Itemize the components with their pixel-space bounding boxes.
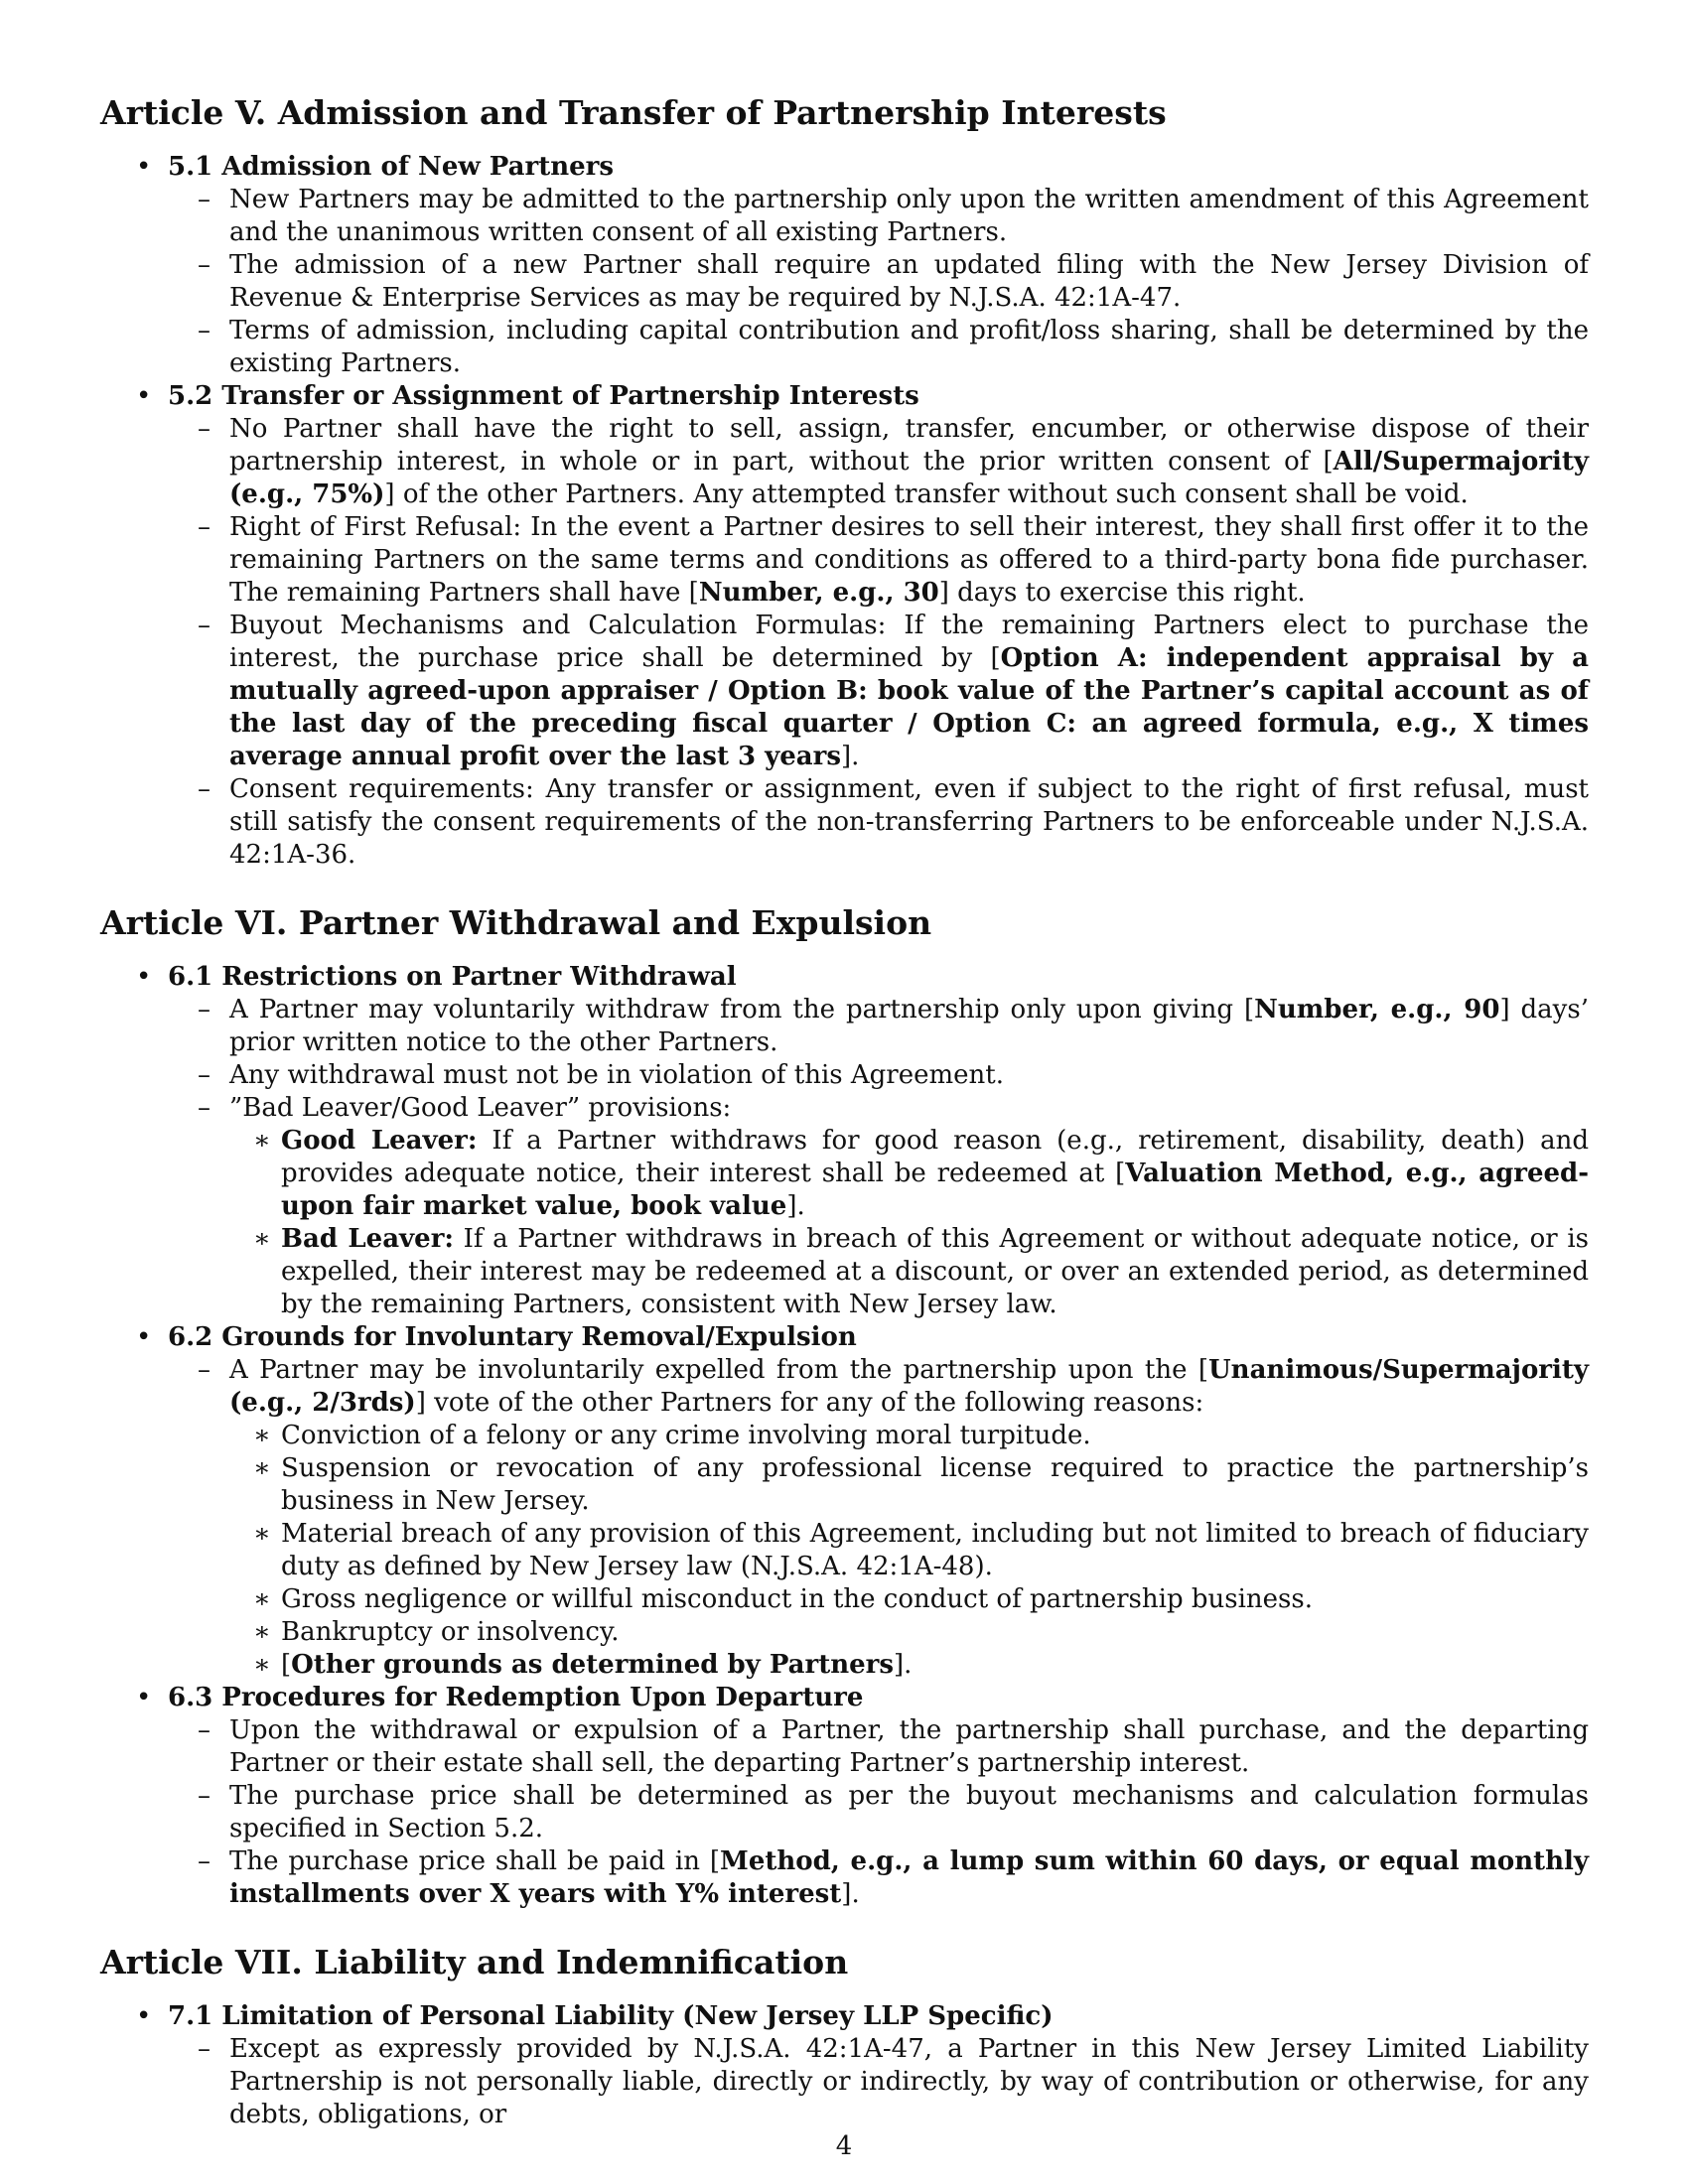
placeholder-field: Number, e.g., 30 [698, 578, 939, 608]
section-5-1 [100, 151, 1589, 380]
placeholder-field: Method, e.g., a lump sum within 60 days, or equal monthly installments over X years with Y% interest [229, 1846, 1589, 1909]
section-title: • 5.1 Admission of New Partners [168, 152, 614, 182]
document-body [100, 91, 1589, 2161]
placeholder-field: Other grounds as determined by Partners [291, 1650, 895, 1680]
sub-item: ∗ Gross negligence or willful misconduct in the conduct of partnership business. [229, 1583, 1589, 1616]
article-vi [100, 901, 1589, 1911]
placeholder-field: Number, e.g., 90 [1254, 995, 1500, 1024]
sub-item: ∗ Material breach of any provision of this Agreement, including but not limited to breach of fiduciary duty as defined by New Jersey law (N.J.S.A. 42:1A-48). [229, 1518, 1589, 1583]
sub-item: ∗ Suspension or revocation of any professional license required to practice the partnership’s business in New Jersey. [229, 1452, 1589, 1518]
sub-item: ∗ Good Leaver: If a Partner withdraws for good reason (e.g., retirement, disability, death) and provides adequate notice, their interest shall be redeemed at [Valuation Method, e.g., agreed-upon fair market value, book value]. [229, 1125, 1589, 1223]
section-title: • 7.1 Limitation of Personal Liability (New Jersey LLP Specific) [168, 2001, 1054, 2031]
sub-item: ∗ [Other grounds as determined by Partners]. [229, 1649, 1589, 1682]
placeholder-field: Unanimous/Supermajority (e.g., 2/3rds) [229, 1355, 1589, 1418]
section-title: • 5.2 Transfer or Assignment of Partnership Interests [168, 381, 919, 411]
section-title: • 6.3 Procedures for Redemption Upon Departure [168, 1683, 864, 1712]
list-item: – The purchase price shall be paid in [Method, e.g., a lump sum within 60 days, or equal monthly installments over X years with Y% interest]. [168, 1845, 1589, 1911]
list-item: – Terms of admission, including capital contribution and profit/loss sharing, shall be determined by the existing Partners. [168, 315, 1589, 380]
sub-item: ∗ Bad Leaver: If a Partner withdraws in breach of this Agreement or without adequate notice, or is expelled, their interest may be redeemed at a discount, or over an extended period, as determined by the remaining Partners, consistent with New Jersey law. [229, 1223, 1589, 1321]
list-item: – The purchase price shall be determined as per the buyout mechanisms and calculation formulas specified in Section 5.2. [168, 1780, 1589, 1845]
list-item: – Except as expressly provided by N.J.S.A. 42:1A-47, a Partner in this New Jersey Limited Liability Partnership is not personally liable, directly or indirectly, by way of contribution or otherwise, for any debts, obligations, or [168, 2033, 1589, 2131]
list-item: – Right of First Refusal: In the event a Partner desires to sell their interest, they shall first offer it to the remaining Partners on the same terms and conditions as offered to a third-party bona fide purchaser. The remaining Partners shall have [Number, e.g., 30] days to exercise this right. [168, 511, 1589, 610]
sub-item: ∗ Bankruptcy or insolvency. [229, 1616, 1589, 1649]
list-item: – New Partners may be admitted to the partnership only upon the written amendment of this Agreement and the unanimous written consent of all existing Partners. [168, 184, 1589, 249]
article-title: Article VI. Partner Withdrawal and Expulsion [100, 903, 932, 942]
list-item: – Any withdrawal must not be in violation of this Agreement. [168, 1059, 1589, 1092]
list-item: – Consent requirements: Any transfer or assignment, even if subject to the right of first refusal, must still satisfy the consent requirements of the non-transferring Partners to be enforceable under N.J.S.A. 42:1A-36. [168, 773, 1589, 872]
placeholder-field: Valuation Method, e.g., agreed-upon fair market value, book value [281, 1159, 1590, 1221]
list-item: – Buyout Mechanisms and Calculation Formulas: If the remaining Partners elect to purchase the interest, the purchase price shall be determined by [Option A: independent appraisal by a mutually agreed-upon appraiser / Option B: book value of the Partner’s capital account as of the last day of the preceding fiscal quarter / Option C: an agreed formula, e.g., X times average annual profit over the last 3 years]. [168, 610, 1589, 773]
list-item: – A Partner may voluntarily withdraw from the partnership only upon giving [Number, e.g., 90] days’ prior written notice to the other Partners. [168, 994, 1589, 1059]
list-item: – Upon the withdrawal or expulsion of a Partner, the partnership shall purchase, and the departing Partner or their estate shall sell, the departing Partner’s partnership interest. [168, 1714, 1589, 1780]
sub-item: ∗ Conviction of a felony or any crime involving moral turpitude. [229, 1420, 1589, 1452]
section-6-1 [100, 961, 1589, 1321]
section-6-3 [100, 1682, 1589, 1911]
article-title: Article V. Admission and Transfer of Partnership Interests [100, 93, 1167, 132]
list-item: – No Partner shall have the right to sell, assign, transfer, encumber, or otherwise dispose of their partnership interest, in whole or in part, without the prior written consent of [All/Supermajority (e.g., 75%)] of the other Partners. Any attempted transfer without such consent shall be void. [168, 413, 1589, 511]
list-item: – ”Bad Leaver/Good Leaver” provisions: ∗ Good Leaver: If a Partner withdraws for good reason (e.g., retirement, disability, death) and provides adequate notice, their interest shall be redeemed at [Valuation Method, e.g., agreed-upon fair market value, book value]. ∗ Bad Leaver: If a Partner withdraws in breach of this Agreement or without adequate notice, or is expelled, their interest may be redeemed at a discount, or over an extended period, as determined by the remaining Partners, consistent with New Jersey law. [168, 1092, 1589, 1321]
page-number: 4 [835, 2131, 853, 2161]
article-vii [100, 1941, 1589, 2131]
list-item: – The admission of a new Partner shall require an updated filing with the New Jersey Division of Revenue & Enterprise Services as may be required by N.J.S.A. 42:1A-47. [168, 249, 1589, 315]
placeholder-field: Option A: independent appraisal by a mutually agreed-upon appraiser / Option B: book value of the Partner’s capital account as of the last day of the preceding fiscal quarter / Option C: an agreed formula, e.g., X times average annual profit over the last 3 years [229, 643, 1590, 771]
section-title: • 6.1 Restrictions on Partner Withdrawal [168, 962, 737, 992]
list-item: – A Partner may be involuntarily expelled from the partnership upon the [Unanimous/Supermajority (e.g., 2/3rds)] vote of the other Partners for any of the following reasons: ∗ Conviction of a felony or any crime involving moral turpitude. ∗ Suspension or revocation of any professional license required to practice the partnership’s business in New Jersey. ∗ Material breach of any provision of this Agreement, including but not limited to breach of fiduciary duty as defined by New Jersey law (N.J.S.A. 42:1A-48). ∗ Gross negligence or willful misconduct in the conduct of partnership business. ∗ Bankruptcy or insolvency. ∗ [Other grounds as determined by Partners]. [168, 1354, 1589, 1682]
section-5-2 [100, 380, 1589, 872]
section-7-1 [100, 2000, 1589, 2131]
placeholder-field: All/Supermajority (e.g., 75%) [229, 447, 1589, 509]
section-title: • 6.2 Grounds for Involuntary Removal/Expulsion [168, 1322, 857, 1352]
section-6-2 [100, 1321, 1589, 1682]
article-v [100, 91, 1589, 872]
article-title: Article VII. Liability and Indemnification [100, 1943, 849, 1981]
